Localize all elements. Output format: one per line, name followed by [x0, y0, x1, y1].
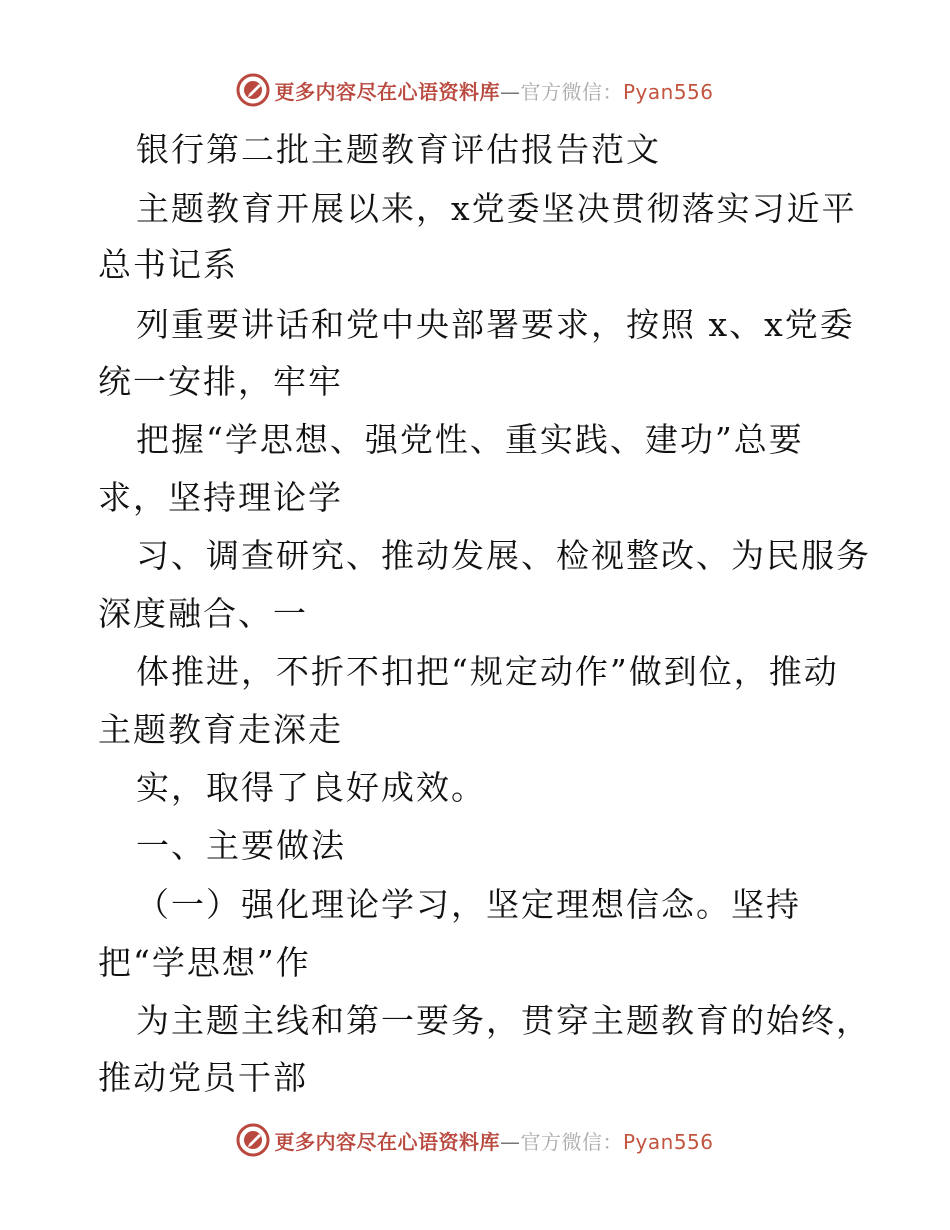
paragraph-line: 把“学思想”作: [98, 943, 311, 982]
paragraph-line: 总书记系: [98, 245, 238, 284]
banner-wechat-label: 官方微信：: [520, 79, 623, 104]
banner-wechat-label: 官方微信：: [520, 1129, 623, 1154]
banner-wechat-id: Pyan556: [622, 1129, 714, 1154]
banner-text: [274, 76, 713, 105]
banner-brand: 更多内容尽在心语资料库: [274, 1129, 500, 1154]
paragraph-line: 主题教育走深走: [98, 710, 343, 749]
banner-text: [274, 1126, 713, 1155]
banner-brand: 更多内容尽在心语资料库: [274, 79, 500, 104]
subsection-heading: （一）强化理论学习，坚定理想信念。坚持: [136, 885, 801, 924]
document-title: 银行第二批主题教育评估报告范文: [136, 130, 661, 169]
brand-logo-icon: [236, 73, 270, 107]
brand-logo-icon: [236, 1123, 270, 1157]
footer-watermark-banner: [0, 1120, 950, 1160]
section-heading: 一、主要做法: [136, 826, 346, 865]
banner-separator: —: [499, 79, 521, 104]
paragraph-line: 推动党员干部: [98, 1058, 308, 1097]
paragraph-line: 求，坚持理论学: [98, 478, 343, 517]
paragraph-line: 把握“学思想、强党性、重实践、建功”总要: [136, 420, 804, 459]
paragraph-line: 为主题主线和第一要务，贯穿主题教育的始终，: [136, 1001, 871, 1040]
paragraph-line: 深度融合、一: [98, 594, 308, 633]
paragraph-line: 体推进，不折不扣把“规定动作”做到位，推动: [136, 652, 839, 691]
paragraph-line: 实，取得了良好成效。: [136, 768, 486, 807]
banner-wechat-id: Pyan556: [622, 79, 714, 104]
header-watermark-banner: [0, 70, 950, 110]
paragraph-line: 统一安排，牢牢: [98, 362, 343, 401]
paragraph-line: 列重要讲话和党中央部署要求，按照 x、x党委: [136, 305, 855, 344]
banner-separator: —: [499, 1129, 521, 1154]
paragraph-line: 主题教育开展以来，x党委坚决贯彻落实习近平: [136, 189, 857, 228]
paragraph-line: 习、调查研究、推动发展、检视整改、为民服务: [136, 536, 871, 575]
